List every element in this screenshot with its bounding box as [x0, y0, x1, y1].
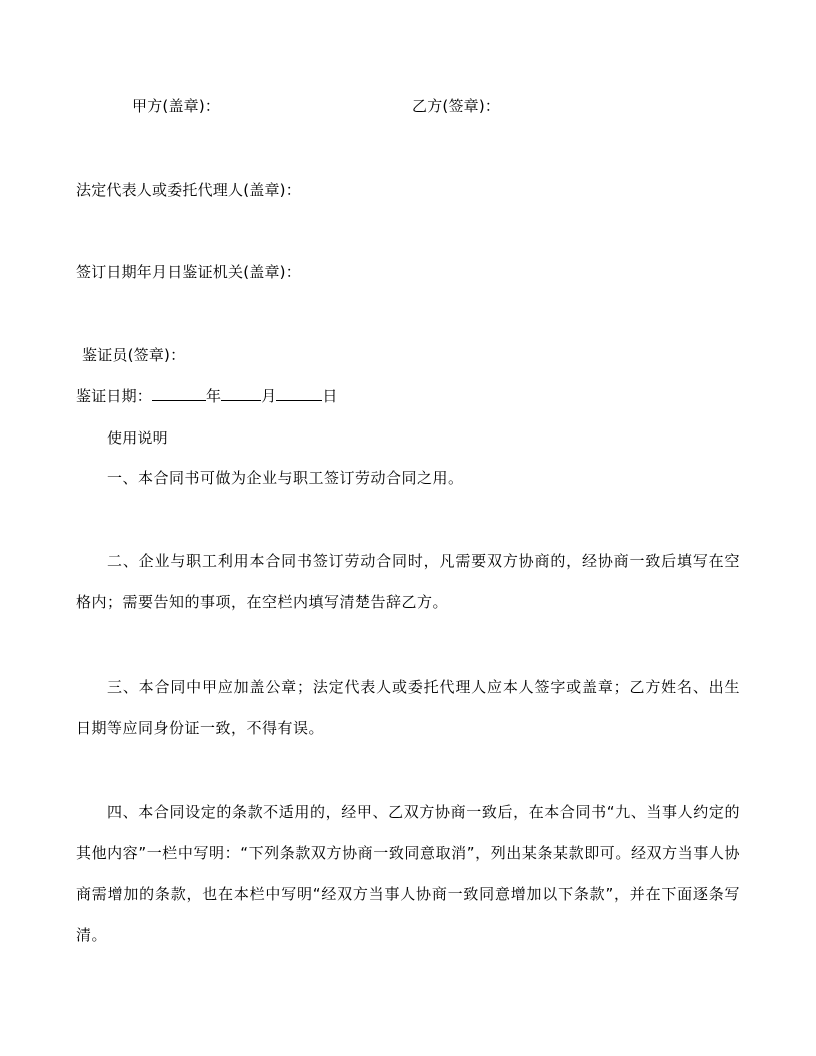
year-blank [152, 386, 206, 401]
day-blank [276, 386, 322, 401]
instruction-item-4: 四、本合同设定的条款不适用的，经甲、乙双方协商一致后，在本合同书“九、当事人约定的其他内容”一栏中写明：“下列条款双方协商一致同意取消”，列出某条某款即可。经双方当事人协商需增加的条款，也在本栏中写明“经双方当事人协商一致同意增加以下条款”，并在下面逐条写清。 [76, 803, 740, 944]
legal-rep-seal-label: 法定代表人或委托代理人(盖章)： [76, 181, 301, 199]
year-unit: 年 [206, 387, 222, 405]
sign-date-authority-label: 签订日期年月日鉴证机关(盖章)： [76, 263, 301, 281]
month-blank [221, 386, 261, 401]
party-b-signature-label: 乙方(签章)： [412, 97, 501, 115]
instruction-item-3: 三、本合同中甲应加盖公章；法定代表人或委托代理人应本人签字或盖章；乙方姓名、出生日期等应同身份证一致，不得有误。 [76, 678, 740, 737]
day-unit: 日 [322, 387, 338, 405]
instruction-item-2: 二、企业与职工利用本合同书签订劳动合同时，凡需要双方协商的，经协商一致后填写在空格内；需要告知的事项，在空栏内填写清楚告辞乙方。 [76, 552, 740, 611]
verifier-signature-label: 鉴证员(签章)： [82, 346, 186, 364]
instruction-item-1: 一、本合同书可做为企业与职工签订劳动合同之用。 [107, 469, 464, 487]
party-a-seal-label: 甲方(盖章)： [132, 97, 221, 115]
verify-date-row [76, 386, 338, 406]
verify-date-label: 鉴证日期： [76, 387, 153, 405]
month-unit: 月 [261, 387, 277, 405]
instructions-title: 使用说明 [107, 429, 168, 447]
